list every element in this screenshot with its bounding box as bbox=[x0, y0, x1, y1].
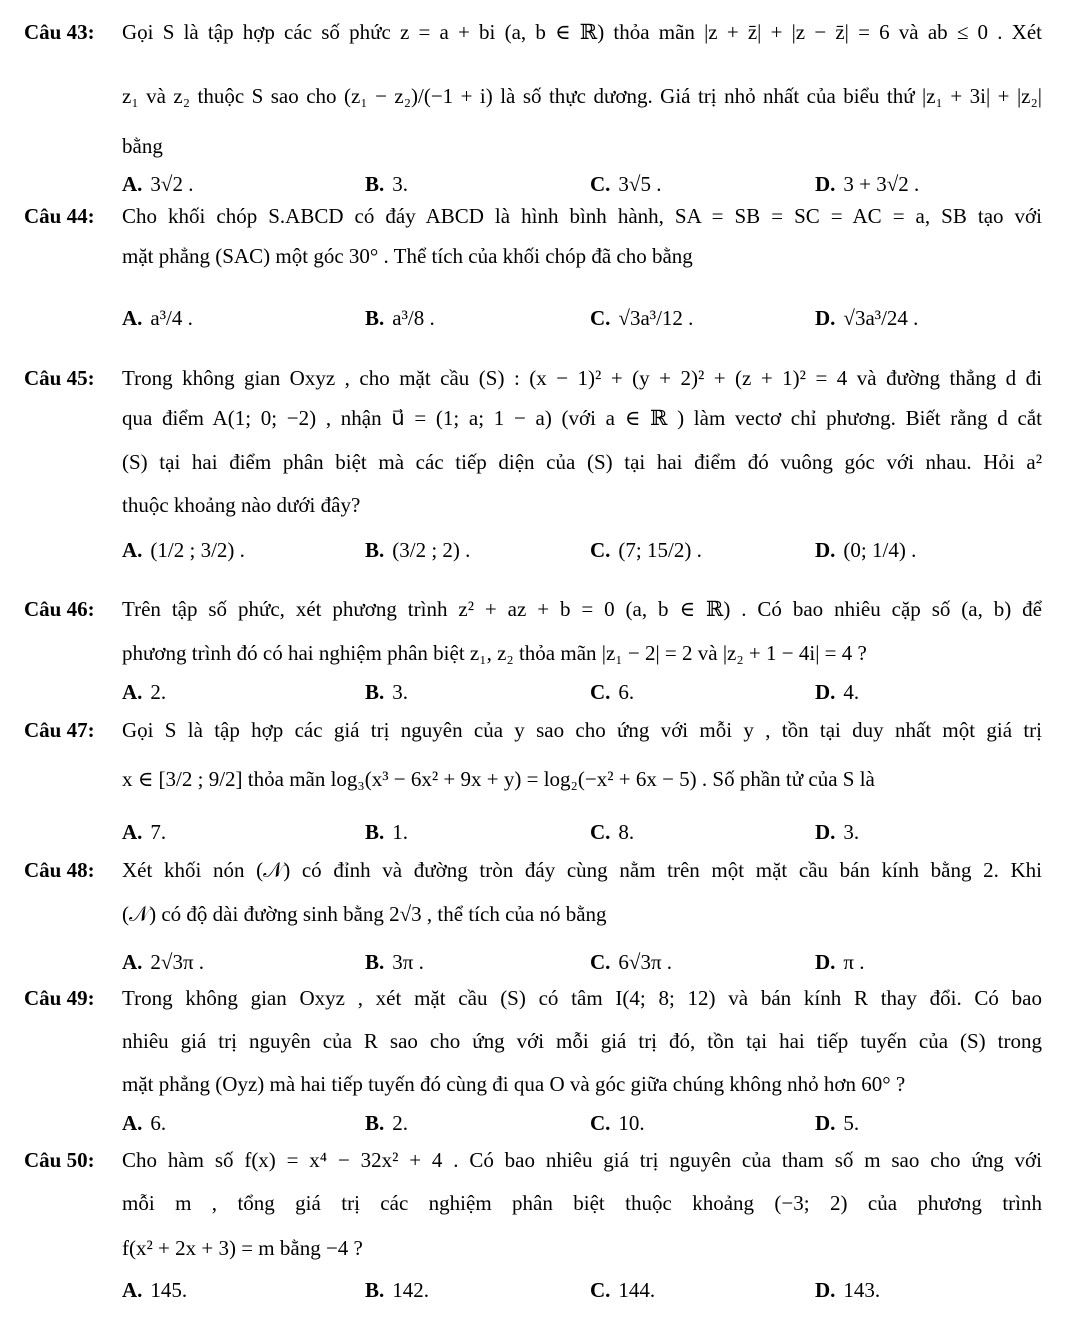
question-label: Câu 50: bbox=[24, 1148, 95, 1172]
option-letter: B. bbox=[365, 172, 385, 196]
answer-option-a bbox=[122, 948, 204, 976]
option-text: 1. bbox=[392, 820, 409, 844]
option-letter: B. bbox=[365, 820, 385, 844]
question-text-line: bằng bbox=[122, 134, 163, 158]
question-label: Câu 46: bbox=[24, 597, 95, 621]
option-letter: C. bbox=[590, 1278, 611, 1302]
answer-option-b bbox=[365, 818, 408, 846]
answer-option-c bbox=[590, 678, 634, 706]
answer-option-d bbox=[815, 1109, 859, 1137]
answer-option-a bbox=[122, 1276, 187, 1304]
question-text-line: phương trình đó có hai nghiệm phân biệt z₁, z₂ thỏa mãn |z₁ − 2| = 2 và |z₂ + 1 − 4i| = 4 ? bbox=[122, 641, 867, 665]
option-text: 2. bbox=[150, 680, 167, 704]
option-letter: D. bbox=[815, 1111, 836, 1135]
question-text-line: Xét khối nón (𝒩) có đỉnh và đường tròn đáy cùng nằm trên một mặt cầu bán kính bằng 2. Khi bbox=[122, 858, 1042, 882]
option-text: 6. bbox=[618, 680, 635, 704]
answer-option-b bbox=[365, 170, 408, 198]
option-letter: A. bbox=[122, 820, 143, 844]
question-label: Câu 43: bbox=[24, 20, 95, 44]
answer-option-c bbox=[590, 170, 661, 198]
option-text: 6. bbox=[150, 1111, 167, 1135]
option-text: 5. bbox=[843, 1111, 860, 1135]
question-text-line: z₁ và z₂ thuộc S sao cho (z₁ − z₂)/(−1 + i) là số thực dương. Giá trị nhỏ nhất của biểu thứ |z₁ + 3i| + |z₂| bbox=[122, 84, 1042, 108]
answer-option-c bbox=[590, 948, 672, 976]
answer-option-a bbox=[122, 170, 193, 198]
answer-option-a bbox=[122, 678, 166, 706]
option-letter: D. bbox=[815, 1278, 836, 1302]
question-text-line: Trong không gian Oxyz , xét mặt cầu (S) có tâm I(4; 8; 12) và bán kính R thay đổi. Có bao bbox=[122, 986, 1042, 1010]
question-text-line: x ∈ [3/2 ; 9/2] thỏa mãn log₃(x³ − 6x² + 9x + y) = log₂(−x² + 6x − 5) . Số phần tử của S là bbox=[122, 767, 875, 791]
question-text-line: qua điểm A(1; 0; −2) , nhận u⃗ = (1; a; 1 − a) (với a ∈ ℝ ) làm vectơ chỉ phương. Biết rằng d cắt bbox=[122, 406, 1042, 430]
option-text: 3√5 . bbox=[618, 172, 662, 196]
answer-option-b bbox=[365, 304, 435, 332]
question-text-line: (𝒩) có độ dài đường sinh bằng 2√3 , thể tích của nó bằng bbox=[122, 902, 607, 926]
answer-option-b bbox=[365, 536, 470, 564]
option-text: √3a³/24 . bbox=[843, 306, 919, 330]
answer-option-d bbox=[815, 536, 916, 564]
option-text: 4. bbox=[843, 680, 860, 704]
option-letter: B. bbox=[365, 1111, 385, 1135]
answer-option-c bbox=[590, 536, 702, 564]
option-letter: C. bbox=[590, 172, 611, 196]
answer-option-b bbox=[365, 678, 408, 706]
answer-option-c bbox=[590, 304, 693, 332]
question-text-line: Gọi S là tập hợp các giá trị nguyên của y sao cho ứng với mỗi y , tồn tại duy nhất một giá trị bbox=[122, 718, 1042, 742]
option-text: 144. bbox=[618, 1278, 656, 1302]
answer-option-c bbox=[590, 1109, 645, 1137]
answer-option-c bbox=[590, 1276, 655, 1304]
option-text: a³/4 . bbox=[150, 306, 193, 330]
answer-option-a bbox=[122, 304, 193, 332]
option-text: (7; 15/2) . bbox=[618, 538, 702, 562]
answer-option-b bbox=[365, 1276, 429, 1304]
option-letter: A. bbox=[122, 172, 143, 196]
option-letter: D. bbox=[815, 538, 836, 562]
option-text: 10. bbox=[618, 1111, 645, 1135]
option-text: 3π . bbox=[392, 950, 424, 974]
question-text-line: mỗi m , tổng giá trị các nghiệm phân biệt thuộc khoảng (−3; 2) của phương trình bbox=[122, 1191, 1042, 1215]
option-letter: D. bbox=[815, 306, 836, 330]
option-letter: D. bbox=[815, 172, 836, 196]
answer-option-d bbox=[815, 170, 919, 198]
option-text: 145. bbox=[150, 1278, 188, 1302]
option-letter: D. bbox=[815, 820, 836, 844]
option-text: (3/2 ; 2) . bbox=[392, 538, 471, 562]
option-text: (0; 1/4) . bbox=[843, 538, 917, 562]
option-text: 2√3π . bbox=[150, 950, 205, 974]
option-letter: B. bbox=[365, 950, 385, 974]
question-text-line: Gọi S là tập hợp các số phức z = a + bi (a, b ∈ ℝ) thỏa mãn |z + z̄| + |z − z̄| = 6 và ab ≤ 0 . Xét bbox=[122, 20, 1042, 44]
option-letter: D. bbox=[815, 680, 836, 704]
option-text: 7. bbox=[150, 820, 167, 844]
answer-option-d bbox=[815, 1276, 880, 1304]
option-text: 3 + 3√2 . bbox=[843, 172, 920, 196]
option-letter: B. bbox=[365, 306, 385, 330]
question-text-line: mặt phẳng (Oyz) mà hai tiếp tuyến đó cùng đi qua O và góc giữa chúng không nhỏ hơn 60° ? bbox=[122, 1072, 906, 1096]
answer-option-b bbox=[365, 1109, 408, 1137]
question-label: Câu 44: bbox=[24, 204, 95, 228]
answer-option-c bbox=[590, 818, 634, 846]
option-text: (1/2 ; 3/2) . bbox=[150, 538, 245, 562]
question-text-line: f(x² + 2x + 3) = m bằng −4 ? bbox=[122, 1236, 363, 1260]
question-text-line: (S) tại hai điểm phân biệt mà các tiếp diện của (S) tại hai điểm đó vuông góc với nhau. Hỏi a² bbox=[122, 450, 1042, 474]
option-letter: C. bbox=[590, 820, 611, 844]
question-text-line: nhiêu giá trị nguyên của R sao cho ứng với mỗi giá trị đó, tồn tại hai tiếp tuyến của (S) trong bbox=[122, 1029, 1042, 1053]
option-letter: A. bbox=[122, 1111, 143, 1135]
option-text: a³/8 . bbox=[392, 306, 435, 330]
option-letter: D. bbox=[815, 950, 836, 974]
answer-option-a bbox=[122, 1109, 166, 1137]
answer-option-d bbox=[815, 948, 865, 976]
question-label: Câu 48: bbox=[24, 858, 95, 882]
option-text: 3. bbox=[392, 172, 409, 196]
answer-option-b bbox=[365, 948, 424, 976]
question-label: Câu 49: bbox=[24, 986, 95, 1010]
option-text: π . bbox=[843, 950, 865, 974]
option-letter: B. bbox=[365, 680, 385, 704]
question-text-line: Cho hàm số f(x) = x⁴ − 32x² + 4 . Có bao nhiêu giá trị nguyên của tham số m sao cho ứng với bbox=[122, 1148, 1042, 1172]
option-text: √3a³/12 . bbox=[618, 306, 694, 330]
question-text-line: Cho khối chóp S.ABCD có đáy ABCD là hình bình hành, SA = SB = SC = AC = a, SB tạo với bbox=[122, 204, 1042, 228]
option-text: 3. bbox=[843, 820, 860, 844]
option-text: 143. bbox=[843, 1278, 881, 1302]
option-letter: C. bbox=[590, 1111, 611, 1135]
option-text: 3. bbox=[392, 680, 409, 704]
answer-option-a bbox=[122, 536, 245, 564]
answer-option-d bbox=[815, 678, 859, 706]
option-letter: A. bbox=[122, 306, 143, 330]
question-text-line: Trong không gian Oxyz , cho mặt cầu (S) : (x − 1)² + (y + 2)² + (z + 1)² = 4 và đường thẳng d đi bbox=[122, 366, 1042, 390]
option-letter: C. bbox=[590, 950, 611, 974]
option-text: 3√2 . bbox=[150, 172, 194, 196]
question-text-line: Trên tập số phức, xét phương trình z² + az + b = 0 (a, b ∈ ℝ) . Có bao nhiêu cặp số (a, b) để bbox=[122, 597, 1042, 621]
question-text-line: thuộc khoảng nào dưới đây? bbox=[122, 493, 361, 517]
question-text-line: mặt phẳng (SAC) một góc 30° . Thể tích của khối chóp đã cho bằng bbox=[122, 244, 693, 268]
option-text: 8. bbox=[618, 820, 635, 844]
option-text: 6√3π . bbox=[618, 950, 673, 974]
question-label: Câu 45: bbox=[24, 366, 95, 390]
option-letter: C. bbox=[590, 680, 611, 704]
option-letter: A. bbox=[122, 680, 143, 704]
option-letter: A. bbox=[122, 950, 143, 974]
option-text: 142. bbox=[392, 1278, 430, 1302]
question-label: Câu 47: bbox=[24, 718, 95, 742]
answer-option-d bbox=[815, 818, 859, 846]
option-letter: A. bbox=[122, 538, 143, 562]
option-letter: A. bbox=[122, 1278, 143, 1302]
option-letter: C. bbox=[590, 306, 611, 330]
answer-option-a bbox=[122, 818, 166, 846]
option-letter: C. bbox=[590, 538, 611, 562]
option-text: 2. bbox=[392, 1111, 409, 1135]
option-letter: B. bbox=[365, 538, 385, 562]
answer-option-d bbox=[815, 304, 918, 332]
option-letter: B. bbox=[365, 1278, 385, 1302]
